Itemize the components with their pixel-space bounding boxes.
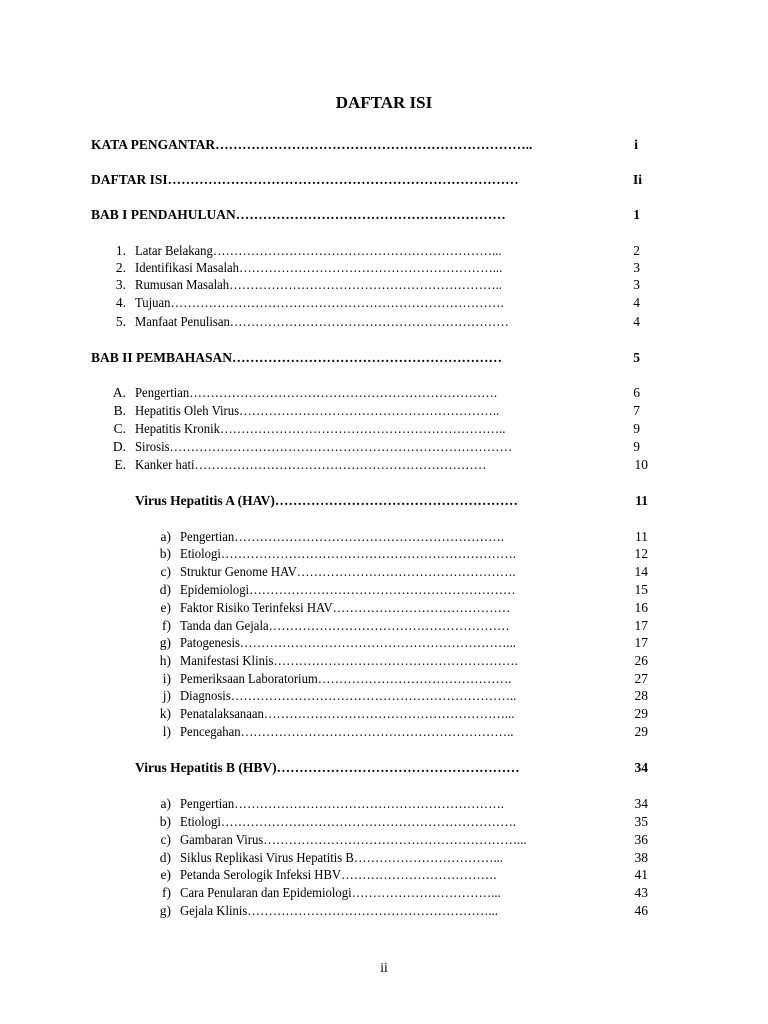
- page-title: DAFTAR ISI: [335, 93, 433, 112]
- toc-marker: D.: [112, 439, 126, 454]
- toc-entry-page: 3: [633, 260, 640, 275]
- toc-entry-page: 38: [634, 850, 648, 865]
- toc-entry-text: DAFTAR ISI……………………………………………………………………: [91, 172, 519, 187]
- toc-entry-text: Hepatitis Kronik…………………………………………………………..: [135, 421, 506, 436]
- toc-marker: j): [162, 688, 171, 703]
- toc-marker: f): [162, 618, 171, 633]
- toc-entry-text: BAB I PENDAHULUAN……………………………………………………: [91, 207, 506, 222]
- toc-entry-page: 1: [633, 207, 640, 222]
- toc-marker: 4.: [115, 295, 126, 310]
- toc-entry-text: Etiologi…………………………………………………………….: [180, 814, 516, 829]
- toc-entry-text: Rumusan Masalah………………………………………………………..: [135, 277, 502, 292]
- toc-marker: C.: [113, 421, 126, 436]
- toc-entry-page: 16: [634, 600, 648, 615]
- toc-entry-text: Faktor Risiko Terinfeksi HAV……………………………………: [180, 600, 511, 615]
- toc-entry-text: Tujuan…………………………………………………………………….: [135, 295, 504, 310]
- toc-entry-text: Penatalaksanaan…………………………………………………...: [180, 706, 515, 721]
- toc-marker: a): [160, 796, 171, 811]
- toc-marker: e): [160, 600, 171, 615]
- toc-marker: g): [159, 635, 171, 650]
- toc-marker: d): [159, 850, 171, 865]
- toc-entry-text: Pengertian……………………………………………………………….: [135, 385, 498, 400]
- toc-entry-text: Cara Penularan dan Epidemiologi……………………………...: [180, 885, 501, 900]
- toc-entry-page: 17: [634, 618, 648, 633]
- toc-marker: g): [159, 903, 171, 918]
- toc-marker: e): [160, 867, 171, 882]
- toc-entry-text: Siklus Replikasi Virus Hepatitis B……………………………...: [180, 850, 503, 865]
- toc-entry-text: Pengertian……………………………………………………….: [180, 529, 504, 544]
- toc-marker: c): [160, 564, 171, 579]
- toc-entry-text: KATA PENGANTAR……………………………………………………………..: [91, 137, 533, 152]
- toc-entry-text: Tanda dan Gejala…………………………………………………: [180, 618, 510, 633]
- page-number-footer: ii: [380, 960, 388, 975]
- toc-entry-page: 17: [634, 635, 648, 650]
- toc-marker: l): [162, 724, 171, 739]
- toc-marker: i): [162, 671, 171, 686]
- toc-entry-text: Petanda Serologik Infeksi HBV……………………………….: [180, 867, 497, 882]
- toc-marker: d): [159, 582, 171, 597]
- toc-entry-page: 36: [634, 832, 648, 847]
- toc-entry-text: Latar Belakang…………………………………………………………...: [135, 243, 502, 258]
- toc-entry-page: i: [634, 137, 638, 152]
- toc-marker: 1.: [115, 243, 126, 258]
- toc-entry-text: Epidemiologi………………………………………………………: [180, 582, 516, 597]
- toc-marker: a): [160, 529, 171, 544]
- toc-entry-page: 34: [634, 796, 648, 811]
- toc-marker: k): [159, 706, 171, 721]
- toc-entry-page: 43: [634, 885, 648, 900]
- toc-entry-page: 5: [633, 350, 640, 365]
- toc-entry-page: 2: [633, 243, 640, 258]
- toc-entry-text: Struktur Genome HAV…………………………………………….: [180, 564, 516, 579]
- toc-entry-text: Kanker hati……………………………………………………………: [135, 457, 487, 472]
- toc-marker: h): [159, 653, 171, 668]
- toc-entry-page: 9: [633, 421, 640, 436]
- toc-entry-page: 7: [633, 403, 640, 418]
- toc-entry-text: Manfaat Penulisan…………………………………………………………: [135, 314, 509, 329]
- toc-entry-page: 9: [633, 439, 640, 454]
- toc-entry-page: 10: [634, 457, 648, 472]
- toc-entry-page: 28: [634, 688, 648, 703]
- toc-entry-text: Gejala Klinis…………………………………………………...: [180, 903, 498, 918]
- toc-entry-page: 11: [635, 493, 648, 508]
- toc-entry-page: 35: [634, 814, 648, 829]
- toc-entry-page: 41: [634, 867, 648, 882]
- toc-marker: f): [162, 885, 171, 900]
- toc-entry-page: 12: [634, 546, 648, 561]
- toc-entry-text: Pengertian……………………………………………………….: [180, 796, 504, 811]
- toc-marker: b): [159, 546, 171, 561]
- toc-marker: 2.: [115, 260, 126, 275]
- toc-marker: 3.: [115, 277, 126, 292]
- toc-entry-page: 14: [634, 564, 648, 579]
- toc-entry-text: Pemeriksaan Laboratorium……………………………………….: [180, 671, 512, 686]
- toc-entry-text: Pencegahan………………………………………………………..: [180, 724, 514, 739]
- toc-entry-page: 29: [634, 724, 648, 739]
- toc-marker: 5.: [115, 314, 126, 329]
- toc-entry-text: Diagnosis…………………………………………………………..: [180, 688, 517, 703]
- toc-entry-page: 46: [634, 903, 648, 918]
- toc-entry-text: Patogenesis………………………………………………………...: [180, 635, 516, 650]
- toc-entry-text: Virus Hepatitis A (HAV)………………………………………………: [135, 493, 518, 508]
- toc-entry-page: 15: [634, 582, 648, 597]
- toc-entry-page: 29: [634, 706, 648, 721]
- toc-entry-page: 3: [633, 277, 640, 292]
- toc-entry-page: 4: [633, 295, 640, 310]
- toc-entry-page: 4: [633, 314, 640, 329]
- toc-entry-text: BAB II PEMBAHASAN……………………………………………………: [91, 350, 503, 365]
- toc-entry-text: Hepatitis Oleh Virus……………………………………………………..: [135, 403, 500, 418]
- toc-marker: E.: [114, 457, 126, 472]
- toc-entry-page: 6: [633, 385, 640, 400]
- toc-entry-page: Ii: [632, 172, 642, 187]
- toc-entry-page: 26: [634, 653, 648, 668]
- toc-entry-text: Etiologi…………………………………………………………….: [180, 546, 516, 561]
- toc-entry-page: 11: [635, 529, 648, 544]
- toc-entry-text: Sirosis………………………………………………………………………: [135, 439, 513, 454]
- toc-entry-text: Manifestasi Klinis………………………………………………….: [180, 653, 518, 668]
- toc-entry-text: Identifikasi Masalah……………………………………………………...: [135, 260, 503, 275]
- toc-marker: A.: [112, 385, 126, 400]
- toc-entry-page: 27: [634, 671, 648, 686]
- toc-marker: c): [160, 832, 171, 847]
- toc-marker: b): [159, 814, 171, 829]
- toc-entry-page: 34: [634, 760, 648, 775]
- toc-marker: B.: [113, 403, 126, 418]
- toc-entry-text: Virus Hepatitis B (HBV)………………………………………………: [135, 760, 520, 775]
- toc-entry-text: Gambaran Virus……………………………………………………...: [180, 832, 527, 847]
